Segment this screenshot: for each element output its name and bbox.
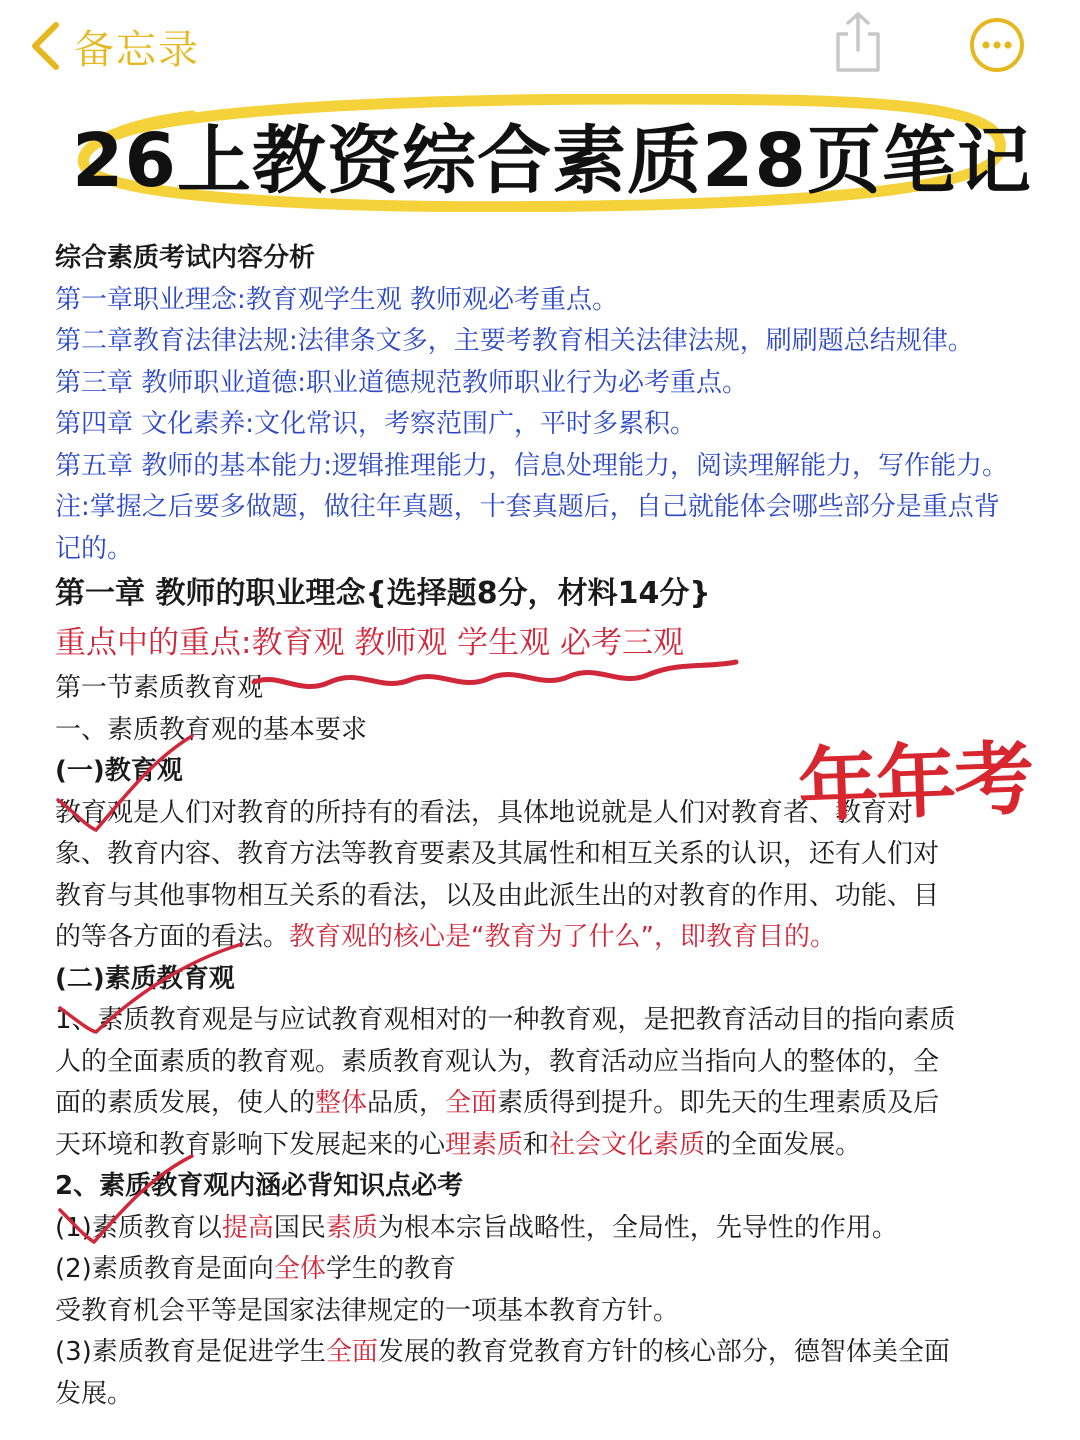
page-title: 26上教资综合素质28页笔记: [72, 118, 1032, 204]
intro-heading: 综合素质考试内容分析: [55, 243, 316, 273]
paragraph-line: [55, 1083, 1035, 1125]
paragraph-line: 象、教育内容、教育方法等教育要素及其属性和相互关系的认识，还有人们对: [55, 839, 940, 869]
paragraph-line: [55, 917, 1035, 959]
list-item: [55, 1249, 1035, 1291]
keyword: 提高: [221, 1212, 274, 1243]
text-run: (1)素质教育以: [55, 1212, 222, 1243]
keyword: 整体: [315, 1088, 368, 1118]
paragraph-line: 人的全面素质的教育观。素质教育观认为，教育活动应当指向人的整体的，全: [55, 1046, 940, 1077]
ellipsis-circle-icon: [968, 59, 1026, 78]
annual-exam-stamp: 年年考: [796, 731, 1034, 834]
keyword: 全面: [325, 1337, 378, 1367]
chapter-heading: 第一章 教师的职业理念{选择题8分，材料14分}: [55, 576, 711, 611]
list-item: [55, 1332, 1035, 1374]
text-run: (3)素质教育是促进学生: [55, 1337, 326, 1367]
intro-note-line-2: 记的。: [55, 533, 134, 564]
key-point-text: 教育观的核心是“教育为了什么”，即教育目的。: [289, 922, 836, 952]
more-button[interactable]: [968, 16, 1026, 78]
part-title: 一、素质教育观的基本要求: [55, 714, 368, 745]
intro-chapter-1: 第一章职业理念:教育观学生观 教师观必考重点。: [55, 284, 619, 315]
keyword: 素质: [325, 1212, 378, 1243]
text-run: 学生的教育: [325, 1254, 456, 1284]
intro-chapter-5: 第五章 教师的基本能力:逻辑推理能力，信息处理能力，阅读理解能力，写作能力。: [55, 450, 1009, 481]
text-run: 发展的教育党教育方针的核心部分，德智体美全面: [377, 1337, 950, 1367]
title-banner: [72, 94, 1032, 212]
paragraph-line: 受教育机会平等是国家法律规定的一项基本教育方针。: [55, 1295, 680, 1326]
keyword: 全体: [273, 1254, 326, 1284]
text-run: 素质得到提升。即先天的生理素质及后: [497, 1088, 940, 1118]
chevron-left-icon: [30, 21, 60, 71]
keyword: 理素质: [445, 1129, 524, 1160]
back-button[interactable]: [30, 18, 200, 74]
paragraph-line: 1、素质教育观是与应试教育观相对的一种教育观，是把教育活动目的指向素质: [55, 1005, 956, 1035]
paragraph-line: 教育与其他事物相互关系的看法，以及由此派生出的对教育的作用、功能、目: [55, 880, 940, 911]
intro-note-line-1: 注:掌握之后要多做题，做往年真题，十套真题后，自己就能体会哪些部分是重点背: [55, 492, 1000, 522]
share-icon: [830, 61, 886, 80]
keyword: 社会文化素质: [549, 1129, 706, 1160]
intro-chapter-3: 第三章 教师职业道德:职业道德规范教师职业行为必考重点。: [55, 367, 749, 398]
text-run: (2)素质教育是面向: [55, 1254, 274, 1284]
keyword: 全面: [445, 1088, 498, 1118]
section-title: 第一节素质教育观: [55, 673, 264, 703]
text-run: 的全面发展。: [705, 1129, 862, 1160]
back-label: 备忘录: [74, 26, 200, 73]
subsection-heading-education-view: (一)教育观: [55, 756, 183, 786]
text-run: 天环境和教育影响下发展起来的心: [55, 1129, 446, 1160]
share-button[interactable]: [830, 10, 886, 80]
text-run: 面的素质发展，使人的: [55, 1088, 316, 1118]
intro-chapter-4: 第四章 文化素养:文化常识，考察范围广，平时多累积。: [55, 409, 697, 439]
paragraph-line: 教育观是人们对教育的所持有的看法，具体地说就是人们对教育者、教育对: [55, 797, 914, 828]
text-run: 为根本宗旨战略性，全局性，先导性的作用。: [377, 1212, 898, 1243]
paragraph-line: 发展。: [55, 1378, 134, 1409]
focus-line: 重点中的重点:教育观 教师观 学生观 必考三观: [55, 625, 685, 661]
subsection-heading-connotation: 2、素质教育观内涵必背知识点必考: [55, 1171, 464, 1201]
top-nav-bar: [0, 0, 1080, 92]
text-run: 和: [523, 1129, 550, 1160]
subsection-heading-quality-education: (二)素质教育观: [55, 963, 235, 994]
paragraph-text: 的等各方面的看法。: [55, 922, 290, 952]
text-run: 国民: [273, 1212, 326, 1243]
intro-chapter-2: 第二章教育法律法规:法律条文多，主要考教育相关法律法规，刷刷题总结规律。: [55, 326, 974, 356]
text-run: 品质，: [367, 1088, 446, 1118]
list-item: [55, 1208, 1035, 1250]
paragraph-line: [55, 1125, 1035, 1167]
